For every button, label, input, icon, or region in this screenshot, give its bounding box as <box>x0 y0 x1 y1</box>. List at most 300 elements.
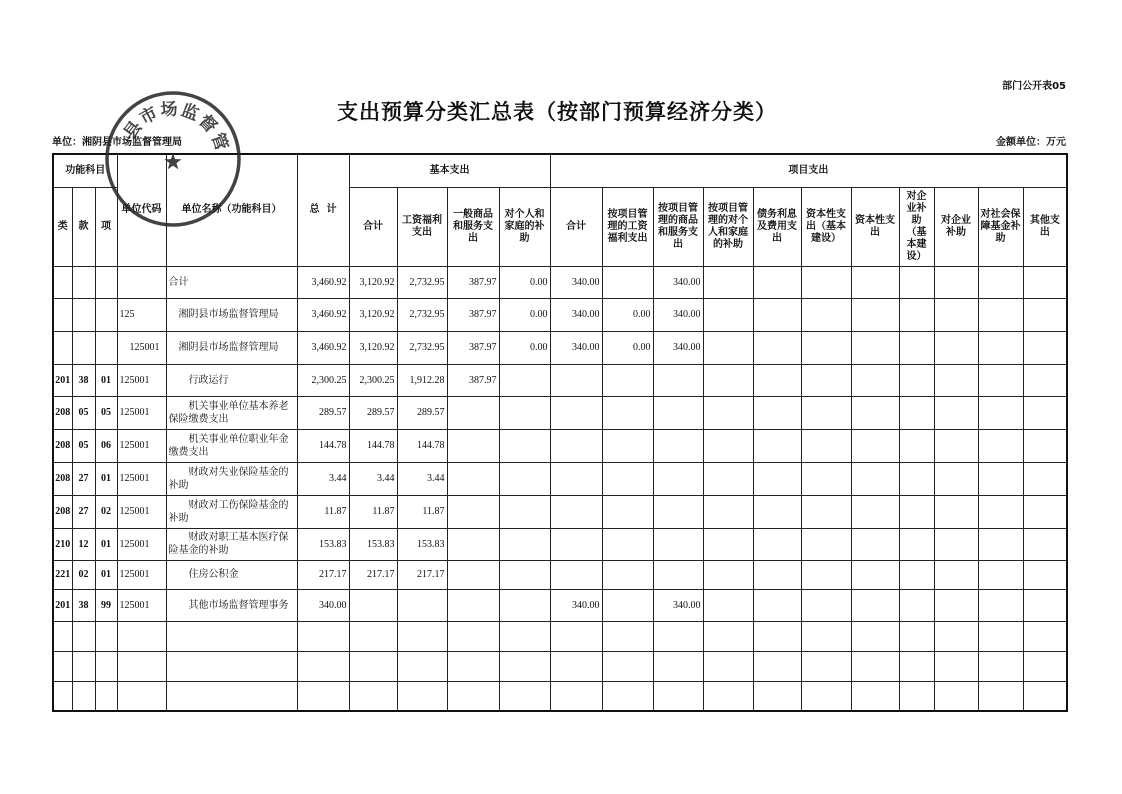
cell-basic-total: 144.78 <box>349 429 397 462</box>
cell-debt <box>753 266 801 298</box>
cell-xiang: 06 <box>95 429 117 462</box>
empty-cell <box>72 651 95 681</box>
cell-project-goods <box>653 396 703 429</box>
header-project-total: 合计 <box>550 187 602 266</box>
cell-project-total: 340.00 <box>550 298 602 331</box>
empty-cell <box>550 681 602 711</box>
cell-total: 3.44 <box>297 462 349 495</box>
header-capital-infra: 资本性支出（基本建设） <box>801 187 851 266</box>
cell-basic-salary: 11.87 <box>397 495 447 528</box>
header-social-security: 对社会保障基金补助 <box>978 187 1023 266</box>
cell-basic-total: 11.87 <box>349 495 397 528</box>
cell-enterprise-infra <box>899 298 934 331</box>
empty-cell <box>499 651 550 681</box>
header-project-expenditure: 项目支出 <box>550 154 1067 187</box>
cell-xiang: 01 <box>95 462 117 495</box>
empty-cell <box>934 621 978 651</box>
table-row <box>53 331 1067 364</box>
cell-project-salary: 0.00 <box>602 331 653 364</box>
header-project-salary: 按项目管理的工资福利支出 <box>602 187 653 266</box>
cell-basic-goods <box>447 589 499 621</box>
cell-enterprise-infra <box>899 589 934 621</box>
cell-capital <box>851 528 899 560</box>
empty-cell <box>1023 621 1067 651</box>
header-basic-expenditure: 基本支出 <box>349 154 550 187</box>
cell-other <box>1023 495 1067 528</box>
cell-total: 11.87 <box>297 495 349 528</box>
cell-basic-total: 3,120.92 <box>349 298 397 331</box>
seal-text: 县市场监督管 <box>120 99 232 155</box>
cell-enterprise-infra <box>899 560 934 589</box>
empty-cell <box>602 621 653 651</box>
cell-debt <box>753 331 801 364</box>
cell-total: 3,460.92 <box>297 331 349 364</box>
cell-name: 住房公积金 <box>166 560 297 589</box>
cell-lei: 208 <box>53 396 72 429</box>
cell-enterprise-infra <box>899 528 934 560</box>
header-row-groups <box>53 154 1067 187</box>
cell-other <box>1023 266 1067 298</box>
cell-project-total <box>550 396 602 429</box>
cell-kuan: 05 <box>72 429 95 462</box>
empty-cell <box>397 681 447 711</box>
cell-lei <box>53 298 72 331</box>
cell-project-goods <box>653 560 703 589</box>
cell-capital <box>851 560 899 589</box>
cell-capital <box>851 462 899 495</box>
cell-social-security <box>978 560 1023 589</box>
cell-project-total: 340.00 <box>550 331 602 364</box>
header-capital: 资本性支出 <box>851 187 899 266</box>
cell-code: 125 <box>117 298 166 331</box>
header-basic-personal: 对个人和家庭的补助 <box>499 187 550 266</box>
empty-cell <box>703 681 753 711</box>
cell-project-total <box>550 429 602 462</box>
cell-capital-infra <box>801 560 851 589</box>
empty-cell <box>899 651 934 681</box>
cell-enterprise <box>934 528 978 560</box>
cell-other <box>1023 298 1067 331</box>
cell-kuan <box>72 331 95 364</box>
cell-kuan: 38 <box>72 364 95 396</box>
empty-cell <box>117 681 166 711</box>
table-row <box>53 528 1067 560</box>
header-lei: 类 <box>53 187 72 266</box>
cell-project-personal <box>703 396 753 429</box>
cell-social-security <box>978 528 1023 560</box>
cell-other <box>1023 560 1067 589</box>
cell-kuan: 05 <box>72 396 95 429</box>
cell-project-total <box>550 364 602 396</box>
cell-basic-personal: 0.00 <box>499 331 550 364</box>
cell-kuan: 27 <box>72 462 95 495</box>
cell-basic-personal <box>499 495 550 528</box>
cell-project-personal <box>703 429 753 462</box>
cell-capital-infra <box>801 364 851 396</box>
cell-name: 财政对工伤保险基金的补助 <box>166 495 297 528</box>
header-kuan: 款 <box>72 187 95 266</box>
cell-kuan: 38 <box>72 589 95 621</box>
cell-lei <box>53 331 72 364</box>
cell-capital-infra <box>801 495 851 528</box>
cell-xiang: 01 <box>95 560 117 589</box>
empty-cell <box>95 621 117 651</box>
cell-project-personal <box>703 560 753 589</box>
cell-project-goods: 340.00 <box>653 266 703 298</box>
page-title: 支出预算分类汇总表（按部门预算经济分类） <box>337 100 777 124</box>
cell-project-salary <box>602 266 653 298</box>
empty-cell <box>53 651 72 681</box>
cell-code: 125001 <box>117 528 166 560</box>
cell-code: 125001 <box>117 331 166 364</box>
cell-basic-goods <box>447 495 499 528</box>
header-basic-salary: 工资福利支出 <box>397 187 447 266</box>
cell-kuan: 02 <box>72 560 95 589</box>
empty-cell <box>602 651 653 681</box>
cell-project-total <box>550 495 602 528</box>
empty-cell <box>297 621 349 651</box>
cell-project-personal <box>703 528 753 560</box>
empty-cell <box>851 621 899 651</box>
cell-other <box>1023 396 1067 429</box>
cell-enterprise-infra <box>899 462 934 495</box>
table-row <box>53 364 1067 396</box>
cell-capital-infra <box>801 266 851 298</box>
cell-basic-personal <box>499 364 550 396</box>
empty-cell <box>95 651 117 681</box>
table-row <box>53 396 1067 429</box>
cell-project-salary <box>602 364 653 396</box>
cell-enterprise-infra <box>899 331 934 364</box>
cell-capital <box>851 495 899 528</box>
unit-label: 单位：湘阴县市场监督管理局 <box>52 137 182 148</box>
cell-lei: 208 <box>53 462 72 495</box>
cell-project-total <box>550 528 602 560</box>
empty-cell <box>899 681 934 711</box>
cell-code: 125001 <box>117 364 166 396</box>
cell-name: 机关事业单位职业年金缴费支出 <box>166 429 297 462</box>
cell-capital-infra <box>801 462 851 495</box>
empty-cell <box>978 651 1023 681</box>
cell-name: 财政对失业保险基金的补助 <box>166 462 297 495</box>
cell-project-total: 340.00 <box>550 266 602 298</box>
amount-unit-label: 金额单位：万元 <box>996 137 1066 148</box>
budget-table <box>52 153 1068 712</box>
table-row <box>53 429 1067 462</box>
empty-cell <box>166 681 297 711</box>
header-other: 其他支出 <box>1023 187 1067 266</box>
cell-social-security <box>978 331 1023 364</box>
cell-basic-total: 3,120.92 <box>349 266 397 298</box>
empty-cell <box>1023 681 1067 711</box>
cell-social-security <box>978 396 1023 429</box>
cell-total: 217.17 <box>297 560 349 589</box>
cell-xiang: 05 <box>95 396 117 429</box>
cell-project-salary <box>602 495 653 528</box>
cell-name: 湘阴县市场监督管理局 <box>166 298 297 331</box>
cell-other <box>1023 528 1067 560</box>
empty-cell <box>166 651 297 681</box>
cell-project-personal <box>703 589 753 621</box>
empty-cell <box>95 681 117 711</box>
empty-cell <box>753 681 801 711</box>
cell-project-personal <box>703 298 753 331</box>
table-row <box>53 495 1067 528</box>
cell-social-security <box>978 364 1023 396</box>
cell-social-security <box>978 495 1023 528</box>
cell-capital-infra <box>801 528 851 560</box>
cell-capital <box>851 396 899 429</box>
empty-cell <box>166 621 297 651</box>
cell-name: 行政运行 <box>166 364 297 396</box>
header-project-personal: 按项目管理的对个人和家庭的补助 <box>703 187 753 266</box>
cell-enterprise-infra <box>899 396 934 429</box>
empty-cell <box>550 621 602 651</box>
cell-social-security <box>978 266 1023 298</box>
cell-project-salary <box>602 528 653 560</box>
empty-cell <box>851 651 899 681</box>
cell-social-security <box>978 429 1023 462</box>
empty-cell <box>703 651 753 681</box>
empty-cell <box>851 681 899 711</box>
empty-cell <box>653 621 703 651</box>
empty-cell <box>801 651 851 681</box>
cell-basic-salary: 289.57 <box>397 396 447 429</box>
cell-total: 3,460.92 <box>297 266 349 298</box>
empty-cell <box>1023 651 1067 681</box>
cell-capital-infra <box>801 396 851 429</box>
cell-basic-total: 217.17 <box>349 560 397 589</box>
cell-kuan: 12 <box>72 528 95 560</box>
cell-basic-total: 2,300.25 <box>349 364 397 396</box>
cell-project-goods <box>653 462 703 495</box>
cell-project-personal <box>703 364 753 396</box>
cell-lei: 221 <box>53 560 72 589</box>
cell-project-goods: 340.00 <box>653 298 703 331</box>
cell-project-salary <box>602 396 653 429</box>
cell-basic-personal <box>499 462 550 495</box>
cell-total: 153.83 <box>297 528 349 560</box>
empty-cell <box>499 681 550 711</box>
cell-debt <box>753 429 801 462</box>
cell-basic-total <box>349 589 397 621</box>
cell-enterprise <box>934 462 978 495</box>
cell-debt <box>753 364 801 396</box>
header-basic-total: 合计 <box>349 187 397 266</box>
table-row <box>53 298 1067 331</box>
table-row <box>53 462 1067 495</box>
cell-name: 财政对职工基本医疗保险基金的补助 <box>166 528 297 560</box>
cell-project-total <box>550 560 602 589</box>
empty-cell <box>753 621 801 651</box>
cell-xiang: 01 <box>95 364 117 396</box>
empty-cell <box>349 621 397 651</box>
cell-lei: 208 <box>53 429 72 462</box>
empty-cell <box>653 681 703 711</box>
empty-cell <box>349 651 397 681</box>
cell-enterprise <box>934 266 978 298</box>
empty-cell <box>899 621 934 651</box>
empty-cell <box>978 621 1023 651</box>
header-basic-goods: 一般商品和服务支出 <box>447 187 499 266</box>
cell-total: 144.78 <box>297 429 349 462</box>
cell-other <box>1023 589 1067 621</box>
header-enterprise-infra: 对企业补助（基本建设） <box>899 187 934 266</box>
empty-cell <box>447 621 499 651</box>
cell-basic-goods: 387.97 <box>447 266 499 298</box>
cell-lei: 210 <box>53 528 72 560</box>
cell-project-personal <box>703 266 753 298</box>
cell-basic-total: 289.57 <box>349 396 397 429</box>
cell-basic-salary <box>397 589 447 621</box>
cell-enterprise <box>934 364 978 396</box>
cell-lei: 201 <box>53 364 72 396</box>
empty-cell <box>53 621 72 651</box>
cell-basic-goods: 387.97 <box>447 331 499 364</box>
header-enterprise: 对企业补助 <box>934 187 978 266</box>
empty-cell <box>297 651 349 681</box>
cell-code: 125001 <box>117 495 166 528</box>
cell-basic-goods: 387.97 <box>447 298 499 331</box>
cell-social-security <box>978 589 1023 621</box>
cell-project-personal <box>703 495 753 528</box>
empty-cell <box>753 651 801 681</box>
cell-debt <box>753 462 801 495</box>
cell-basic-goods: 387.97 <box>447 364 499 396</box>
empty-cell <box>602 681 653 711</box>
cell-project-salary <box>602 589 653 621</box>
table-row <box>53 266 1067 298</box>
cell-capital <box>851 589 899 621</box>
cell-enterprise <box>934 396 978 429</box>
form-number: 部门公开表05 <box>1002 81 1066 92</box>
cell-debt <box>753 495 801 528</box>
cell-xiang: 99 <box>95 589 117 621</box>
cell-code: 125001 <box>117 396 166 429</box>
cell-basic-total: 3.44 <box>349 462 397 495</box>
empty-cell <box>397 621 447 651</box>
cell-total: 2,300.25 <box>297 364 349 396</box>
cell-name: 合计 <box>166 266 297 298</box>
cell-capital <box>851 429 899 462</box>
cell-other <box>1023 462 1067 495</box>
cell-enterprise-infra <box>899 495 934 528</box>
cell-capital <box>851 266 899 298</box>
empty-cell <box>349 681 397 711</box>
cell-code: 125001 <box>117 462 166 495</box>
cell-capital <box>851 364 899 396</box>
empty-cell <box>653 651 703 681</box>
cell-project-salary <box>602 429 653 462</box>
cell-debt <box>753 528 801 560</box>
cell-lei: 208 <box>53 495 72 528</box>
cell-basic-salary: 2,732.95 <box>397 266 447 298</box>
cell-basic-personal: 0.00 <box>499 266 550 298</box>
empty-cell <box>499 621 550 651</box>
cell-basic-salary: 144.78 <box>397 429 447 462</box>
header-xiang: 项 <box>95 187 117 266</box>
cell-debt <box>753 560 801 589</box>
cell-basic-salary: 2,732.95 <box>397 331 447 364</box>
header-grand-total: 总 计 <box>297 154 349 266</box>
cell-basic-goods <box>447 396 499 429</box>
cell-xiang: 02 <box>95 495 117 528</box>
header-function-subject: 功能科目 <box>53 154 117 187</box>
cell-project-salary: 0.00 <box>602 298 653 331</box>
cell-capital <box>851 331 899 364</box>
cell-enterprise <box>934 298 978 331</box>
cell-enterprise-infra <box>899 364 934 396</box>
header-unit-code: 单位代码 <box>117 154 166 266</box>
cell-basic-personal <box>499 429 550 462</box>
cell-code: 125001 <box>117 560 166 589</box>
empty-cell <box>703 621 753 651</box>
cell-basic-salary: 2,732.95 <box>397 298 447 331</box>
cell-basic-total: 153.83 <box>349 528 397 560</box>
cell-basic-salary: 217.17 <box>397 560 447 589</box>
cell-xiang <box>95 298 117 331</box>
table-body <box>53 266 1067 711</box>
cell-enterprise <box>934 495 978 528</box>
cell-basic-personal: 0.00 <box>499 298 550 331</box>
empty-cell <box>934 681 978 711</box>
cell-kuan <box>72 298 95 331</box>
cell-basic-goods <box>447 560 499 589</box>
cell-project-goods <box>653 495 703 528</box>
cell-basic-personal <box>499 560 550 589</box>
cell-basic-goods <box>447 429 499 462</box>
cell-enterprise <box>934 429 978 462</box>
cell-lei <box>53 266 72 298</box>
empty-cell <box>72 621 95 651</box>
cell-xiang <box>95 331 117 364</box>
cell-debt <box>753 396 801 429</box>
cell-code: 125001 <box>117 429 166 462</box>
cell-code <box>117 266 166 298</box>
cell-total: 3,460.92 <box>297 298 349 331</box>
cell-project-goods: 340.00 <box>653 589 703 621</box>
cell-project-salary <box>602 462 653 495</box>
cell-enterprise <box>934 589 978 621</box>
cell-enterprise <box>934 560 978 589</box>
header-project-goods: 按项目管理的商品和服务支出 <box>653 187 703 266</box>
cell-capital-infra <box>801 298 851 331</box>
cell-other <box>1023 429 1067 462</box>
cell-basic-personal <box>499 589 550 621</box>
cell-name: 其他市场监督管理事务 <box>166 589 297 621</box>
header-debt: 债务利息及费用支出 <box>753 187 801 266</box>
cell-project-goods <box>653 528 703 560</box>
empty-cell <box>934 651 978 681</box>
cell-capital-infra <box>801 589 851 621</box>
cell-name: 机关事业单位基本养老保险缴费支出 <box>166 396 297 429</box>
header-unit-name: 单位名称（功能科目） <box>166 154 297 266</box>
empty-cell <box>801 621 851 651</box>
empty-row <box>53 651 1067 681</box>
empty-cell <box>550 651 602 681</box>
cell-enterprise-infra <box>899 266 934 298</box>
cell-basic-goods <box>447 528 499 560</box>
cell-project-total <box>550 462 602 495</box>
cell-name: 湘阴县市场监督管理局 <box>166 331 297 364</box>
cell-other <box>1023 364 1067 396</box>
cell-basic-total: 3,120.92 <box>349 331 397 364</box>
cell-code: 125001 <box>117 589 166 621</box>
empty-cell <box>801 681 851 711</box>
cell-total: 289.57 <box>297 396 349 429</box>
empty-row <box>53 681 1067 711</box>
empty-cell <box>447 681 499 711</box>
